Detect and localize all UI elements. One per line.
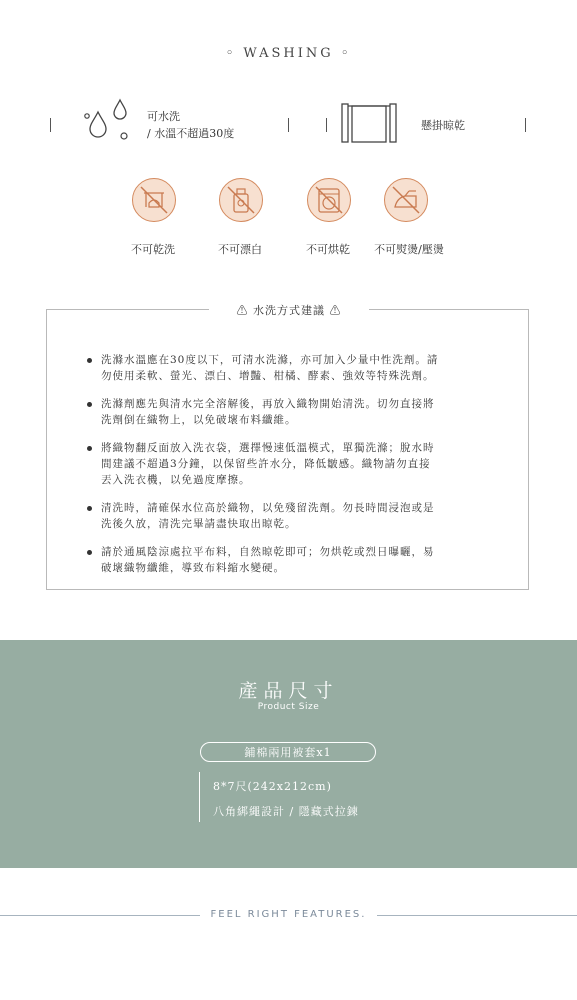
tip-line: 洗後久放，清洗完畢請盡快取出晾乾。 — [101, 518, 297, 530]
washable-text: 可水洗 — [147, 110, 180, 123]
hang-dry-text: 懸掛晾乾 — [421, 119, 465, 132]
divider-mid-right — [326, 118, 327, 132]
no-iron-badge — [384, 178, 428, 222]
tip-line: 丟入洗衣機，以免過度摩擦。 — [101, 474, 251, 486]
no-tumble-dry-label: 不可烘乾 — [306, 243, 350, 256]
water-drops-icon — [80, 98, 136, 148]
tip-item — [101, 500, 511, 532]
tip-item — [101, 544, 511, 576]
footer-tagline: FEEL RIGHT FEATURES. — [210, 909, 367, 920]
no-bleach-icon — [220, 179, 262, 221]
tip-item — [101, 352, 511, 384]
tip-line: 間建議不超過3分鐘，以保留些許水分，降低皺感。織物請勿直接 — [101, 458, 431, 470]
tip-line: 破壞織物纖維，導致布料縮水變硬。 — [101, 562, 285, 574]
bullet-icon — [87, 446, 92, 451]
washing-title: ◦ WASHING ◦ — [225, 46, 352, 61]
no-iron-icon — [385, 179, 427, 221]
no-bleach-label: 不可漂白 — [218, 243, 262, 256]
tips-list — [101, 352, 511, 576]
tip-item — [101, 396, 511, 428]
tip-line: 洗滌劑應先與清水完全溶解後，再放入織物開始清洗。切勿直接將 — [101, 398, 435, 410]
tip-line: 洗劑倒在織物上，以免破壞布料纖維。 — [101, 414, 297, 426]
washing-advice-title: ⚠ 水洗方式建議 ⚠ — [209, 302, 369, 318]
no-bleach-badge — [219, 178, 263, 222]
bullet-icon — [87, 402, 92, 407]
no-dry-clean-badge — [132, 178, 176, 222]
divider-mid-left — [288, 118, 289, 132]
tip-line: 清洗時，請確保水位高於織物，以免殘留洗劑。勿長時間浸泡或是 — [101, 502, 435, 514]
feature-text: 八角綁繩設計 / 隱藏式拉鍊 — [213, 805, 359, 818]
product-size-title: 產品尺寸 — [238, 680, 339, 702]
bullet-icon — [87, 358, 92, 363]
no-dry-clean-icon — [133, 179, 175, 221]
tip-item — [101, 440, 511, 488]
dimension-text: 8*7尺(242x212cm) — [213, 780, 332, 793]
no-dry-clean-label: 不可乾洗 — [131, 243, 175, 256]
tip-line: 洗滌水溫應在30度以下，可清水洗滌，亦可加入少量中性洗劑。請 — [101, 354, 439, 366]
bullet-icon — [87, 506, 92, 511]
spec-divider — [199, 772, 200, 822]
tip-line: 勿使用柔軟、螢光、漂白、增豔、柑橘、酵素、強效等特殊洗劑。 — [101, 370, 435, 382]
divider-right — [525, 118, 526, 132]
tip-line: 將織物翻反面放入洗衣袋，選擇慢速低溫模式，單獨洗滌；脫水時 — [101, 442, 435, 454]
product-item-pill: 鋪棉兩用被套x1 — [200, 742, 376, 762]
divider-left — [50, 118, 51, 132]
product-size-subtitle: Product Size — [257, 702, 320, 712]
no-tumble-dry-icon — [308, 179, 350, 221]
bullet-icon — [87, 550, 92, 555]
water-temp-text: / 水溫不超過30度 — [147, 127, 235, 140]
hang-dry-icon — [338, 100, 400, 146]
no-iron-label: 不可熨燙/壓燙 — [374, 243, 444, 256]
tip-line: 請於通風陰涼處拉平布料，自然晾乾即可；勿烘乾或烈日曝曬，易 — [101, 546, 435, 558]
no-tumble-dry-badge — [307, 178, 351, 222]
